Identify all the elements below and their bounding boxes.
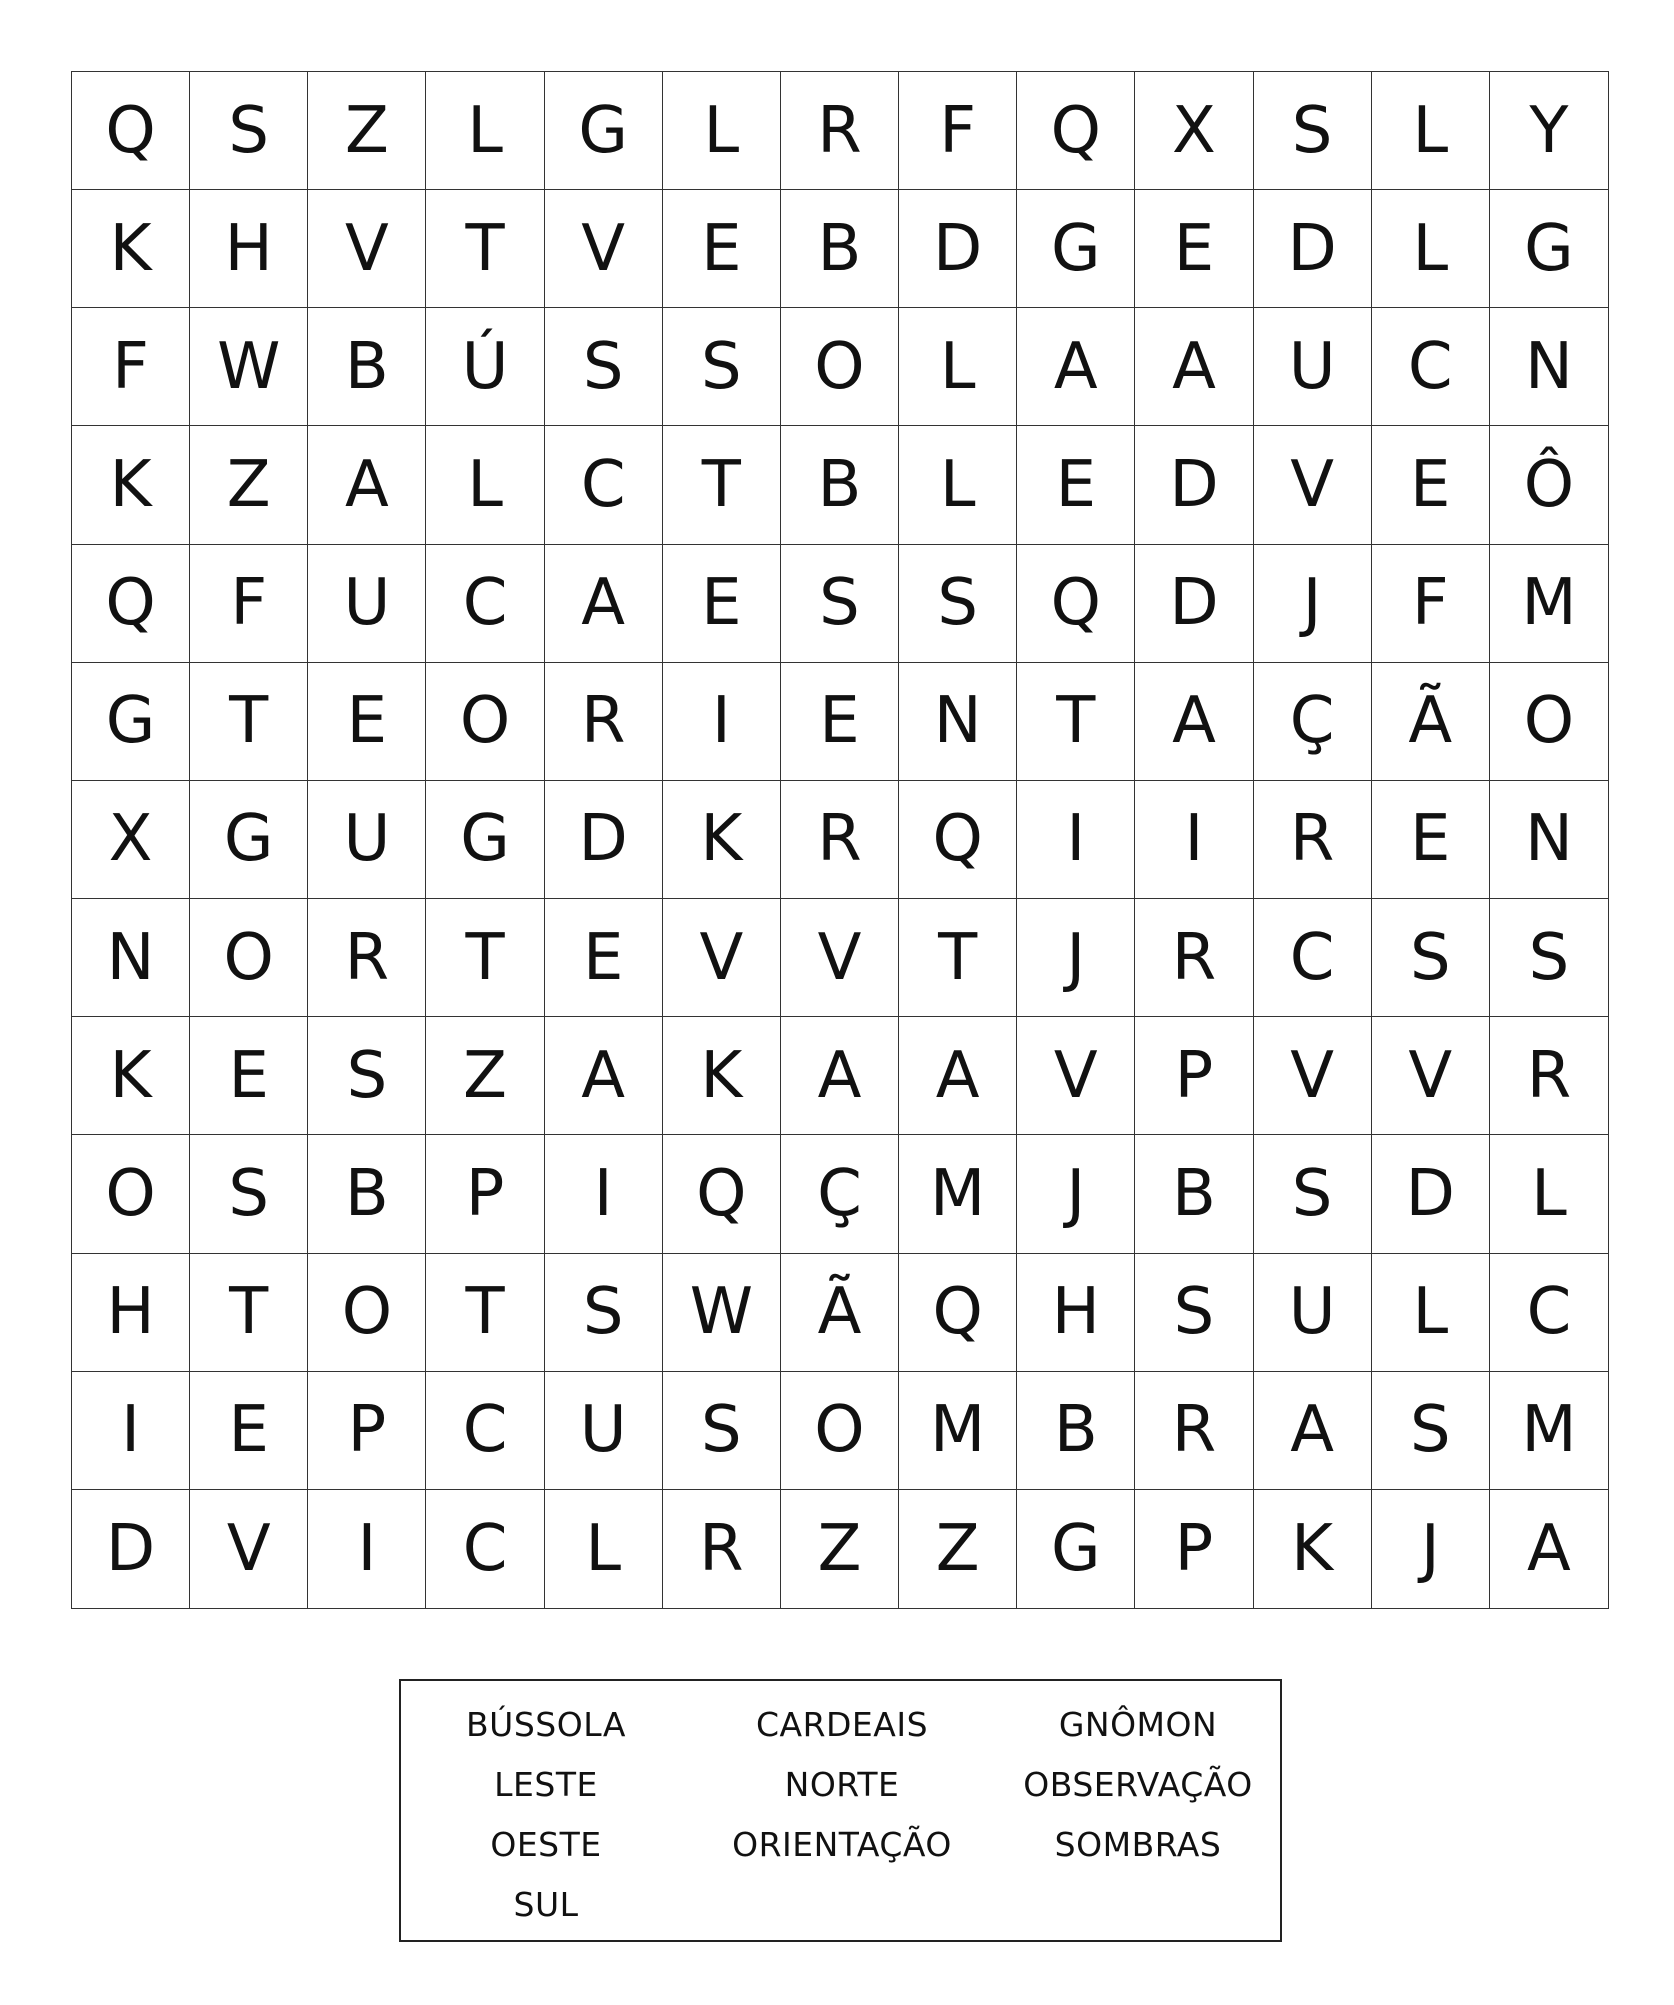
grid-cell[interactable]: S	[1372, 899, 1490, 1017]
grid-cell[interactable]: Ã	[1372, 663, 1490, 781]
grid-cell[interactable]: A	[781, 1017, 899, 1135]
grid-cell[interactable]: S	[663, 308, 781, 426]
grid-cell[interactable]: T	[1017, 663, 1135, 781]
grid-cell[interactable]: O	[1490, 663, 1608, 781]
grid-cell[interactable]: Q	[1017, 72, 1135, 190]
grid-cell[interactable]: B	[781, 426, 899, 544]
grid-cell[interactable]: L	[426, 72, 544, 190]
grid-cell[interactable]: L	[1372, 72, 1490, 190]
grid-cell[interactable]: S	[1490, 899, 1608, 1017]
grid-cell[interactable]: E	[308, 663, 426, 781]
grid-cell[interactable]: S	[190, 72, 308, 190]
grid-cell[interactable]: I	[1017, 781, 1135, 899]
word-list-column-2	[697, 1695, 987, 1875]
grid-cell[interactable]: G	[72, 663, 190, 781]
grid-cell[interactable]: M	[1490, 1372, 1608, 1490]
grid-cell[interactable]: W	[190, 308, 308, 426]
grid-cell[interactable]: A	[1254, 1372, 1372, 1490]
grid-cell[interactable]: O	[781, 308, 899, 426]
grid-cell[interactable]: V	[545, 190, 663, 308]
grid-cell[interactable]: K	[72, 190, 190, 308]
grid-cell[interactable]: R	[1254, 781, 1372, 899]
grid-cell[interactable]: Y	[1490, 72, 1608, 190]
grid-cell[interactable]: R	[663, 1490, 781, 1608]
grid-cell[interactable]: E	[663, 545, 781, 663]
grid-cell[interactable]: K	[1254, 1490, 1372, 1608]
grid-cell[interactable]: K	[663, 1017, 781, 1135]
grid-cell[interactable]: Z	[899, 1490, 1017, 1608]
grid-cell[interactable]: O	[781, 1372, 899, 1490]
grid-cell[interactable]: N	[72, 899, 190, 1017]
grid-cell[interactable]: U	[308, 545, 426, 663]
grid-cell[interactable]: S	[781, 545, 899, 663]
grid-cell[interactable]: L	[426, 426, 544, 544]
grid-cell[interactable]: N	[899, 663, 1017, 781]
grid-cell[interactable]: R	[545, 663, 663, 781]
grid-cell[interactable]: A	[308, 426, 426, 544]
grid-cell[interactable]: H	[1017, 1254, 1135, 1372]
grid-cell[interactable]: R	[308, 899, 426, 1017]
word-item: NORTE	[784, 1765, 900, 1804]
grid-cell[interactable]: H	[72, 1254, 190, 1372]
grid-cell[interactable]: I	[663, 663, 781, 781]
grid-cell[interactable]: O	[308, 1254, 426, 1372]
grid-cell[interactable]: X	[1135, 72, 1253, 190]
grid-cell[interactable]: R	[1490, 1017, 1608, 1135]
grid-cell[interactable]: T	[426, 1254, 544, 1372]
grid-cell[interactable]: R	[781, 72, 899, 190]
grid-cell[interactable]: H	[190, 190, 308, 308]
grid-cell[interactable]: Ô	[1490, 426, 1608, 544]
grid-cell[interactable]: S	[1135, 1254, 1253, 1372]
grid-cell[interactable]: L	[545, 1490, 663, 1608]
grid-cell[interactable]: K	[72, 1017, 190, 1135]
grid-cell[interactable]: V	[1017, 1017, 1135, 1135]
grid-cell[interactable]: J	[1254, 545, 1372, 663]
grid-cell[interactable]: G	[190, 781, 308, 899]
grid-cell[interactable]: D	[899, 190, 1017, 308]
grid-cell[interactable]: A	[1135, 663, 1253, 781]
word-item: ORIENTAÇÃO	[732, 1825, 952, 1864]
grid-cell[interactable]: D	[1254, 190, 1372, 308]
grid-cell[interactable]: Z	[308, 72, 426, 190]
grid-cell[interactable]: S	[1254, 1135, 1372, 1253]
grid-cell[interactable]: K	[663, 781, 781, 899]
word-item: SUL	[513, 1885, 579, 1924]
grid-cell[interactable]: F	[899, 72, 1017, 190]
grid-cell[interactable]: D	[72, 1490, 190, 1608]
grid-cell[interactable]: T	[190, 663, 308, 781]
grid-cell[interactable]: C	[1254, 899, 1372, 1017]
grid-cell[interactable]: V	[663, 899, 781, 1017]
grid-cell[interactable]: P	[1135, 1017, 1253, 1135]
grid-cell[interactable]: F	[72, 308, 190, 426]
grid-cell[interactable]: T	[426, 190, 544, 308]
grid-cell[interactable]: U	[1254, 1254, 1372, 1372]
grid-cell[interactable]: T	[426, 899, 544, 1017]
grid-cell[interactable]: L	[663, 72, 781, 190]
grid-cell[interactable]: Z	[190, 426, 308, 544]
letter-grid	[71, 71, 1609, 1609]
grid-cell[interactable]: J	[1017, 899, 1135, 1017]
grid-cell[interactable]: J	[1017, 1135, 1135, 1253]
grid-cell[interactable]: C	[426, 1490, 544, 1608]
grid-cell[interactable]: A	[1135, 308, 1253, 426]
grid-cell[interactable]: K	[72, 426, 190, 544]
grid-cell[interactable]: P	[308, 1372, 426, 1490]
grid-cell[interactable]: D	[1372, 1135, 1490, 1253]
grid-cell[interactable]: P	[1135, 1490, 1253, 1608]
word-item: LESTE	[494, 1765, 598, 1804]
grid-cell[interactable]: E	[1372, 426, 1490, 544]
grid-cell[interactable]: L	[1490, 1135, 1608, 1253]
grid-cell[interactable]: V	[190, 1490, 308, 1608]
grid-cell[interactable]: E	[545, 899, 663, 1017]
word-item: OBSERVAÇÃO	[1023, 1765, 1253, 1804]
grid-cell[interactable]: A	[545, 545, 663, 663]
word-item: CARDEAIS	[755, 1705, 929, 1744]
word-list-column-1	[401, 1695, 691, 1935]
word-list-column-3	[993, 1695, 1283, 1875]
word-list-box	[399, 1679, 1282, 1942]
grid-cell[interactable]: C	[1490, 1254, 1608, 1372]
grid-cell[interactable]: Q	[899, 781, 1017, 899]
grid-cell[interactable]: T	[663, 426, 781, 544]
grid-cell[interactable]: L	[1372, 190, 1490, 308]
grid-cell[interactable]: G	[426, 781, 544, 899]
grid-cell[interactable]: S	[545, 308, 663, 426]
grid-cell[interactable]: N	[1490, 781, 1608, 899]
grid-cell[interactable]: S	[663, 1372, 781, 1490]
grid-cell[interactable]: F	[1372, 545, 1490, 663]
grid-cell[interactable]: D	[1135, 545, 1253, 663]
grid-cell[interactable]: Q	[899, 1254, 1017, 1372]
grid-cell[interactable]: I	[545, 1135, 663, 1253]
grid-cell[interactable]: C	[545, 426, 663, 544]
word-item: BÚSSOLA	[466, 1705, 626, 1744]
grid-cell[interactable]: O	[72, 1135, 190, 1253]
word-item: GNÔMON	[1058, 1705, 1218, 1744]
grid-cell[interactable]: R	[781, 781, 899, 899]
grid-cell[interactable]: S	[1254, 72, 1372, 190]
grid-cell[interactable]: G	[1017, 190, 1135, 308]
grid-cell[interactable]: M	[1490, 545, 1608, 663]
grid-cell[interactable]: Ú	[426, 308, 544, 426]
grid-cell[interactable]: Z	[781, 1490, 899, 1608]
grid-cell[interactable]: N	[1490, 308, 1608, 426]
grid-cell[interactable]: G	[1017, 1490, 1135, 1608]
grid-cell[interactable]: E	[781, 663, 899, 781]
grid-cell[interactable]: R	[1135, 1372, 1253, 1490]
word-item: OESTE	[490, 1825, 602, 1864]
grid-cell[interactable]: Z	[426, 1017, 544, 1135]
grid-cell[interactable]: D	[1135, 426, 1253, 544]
grid-cell[interactable]: E	[1017, 426, 1135, 544]
grid-cell[interactable]: A	[1527, 1511, 1571, 1586]
grid-cell[interactable]: I	[308, 1490, 426, 1608]
grid-cell[interactable]: V	[1254, 426, 1372, 544]
grid-cell[interactable]: S	[1372, 1372, 1490, 1490]
grid-cell[interactable]: V	[1372, 1017, 1490, 1135]
grid-cell[interactable]: Ç	[1254, 663, 1372, 781]
grid-cell[interactable]: Ç	[781, 1135, 899, 1253]
grid-cell[interactable]: S	[545, 1254, 663, 1372]
grid-cell[interactable]: M	[899, 1372, 1017, 1490]
grid-cell[interactable]: A	[545, 1017, 663, 1135]
grid-cell[interactable]: E	[1372, 781, 1490, 899]
grid-cell[interactable]: B	[1135, 1135, 1253, 1253]
grid-cell[interactable]: G	[545, 72, 663, 190]
grid-cell[interactable]: E	[190, 1017, 308, 1135]
grid-cell[interactable]: Q	[1017, 545, 1135, 663]
grid-cell[interactable]: L	[899, 426, 1017, 544]
grid-cell[interactable]: A	[899, 1017, 1017, 1135]
grid-cell[interactable]: L	[1372, 1254, 1490, 1372]
grid-cell[interactable]: I	[1135, 781, 1253, 899]
grid-cell[interactable]: Ã	[781, 1254, 899, 1372]
grid-cell[interactable]: B	[1017, 1372, 1135, 1490]
grid-cell[interactable]: Q	[72, 545, 190, 663]
grid-cell[interactable]: A	[1017, 308, 1135, 426]
grid-cell[interactable]: E	[1135, 190, 1253, 308]
grid-cell[interactable]: O	[190, 899, 308, 1017]
grid-cell[interactable]: Q	[663, 1135, 781, 1253]
grid-cell[interactable]: J	[1372, 1490, 1490, 1608]
grid-cell[interactable]: Q	[72, 72, 190, 190]
grid-cell[interactable]: T	[190, 1254, 308, 1372]
grid-cell[interactable]: U	[1254, 308, 1372, 426]
grid-cell[interactable]: C	[1372, 308, 1490, 426]
grid-cell[interactable]: I	[72, 1372, 190, 1490]
grid-cell[interactable]: M	[899, 1135, 1017, 1253]
grid-cell[interactable]: V	[1254, 1017, 1372, 1135]
grid-cell[interactable]: O	[426, 663, 544, 781]
grid-cell[interactable]: G	[1490, 190, 1608, 308]
grid-cell[interactable]: C	[426, 545, 544, 663]
grid-cell[interactable]: B	[781, 190, 899, 308]
grid-cell[interactable]: X	[72, 781, 190, 899]
grid-cell[interactable]: V	[308, 190, 426, 308]
grid-cell[interactable]: S	[190, 1135, 308, 1253]
grid-cell[interactable]: U	[308, 781, 426, 899]
grid-cell[interactable]: S	[308, 1017, 426, 1135]
grid-cell[interactable]: F	[190, 545, 308, 663]
grid-cell[interactable]: U	[545, 1372, 663, 1490]
grid-cell[interactable]: S	[899, 545, 1017, 663]
grid-cell[interactable]: B	[308, 1135, 426, 1253]
grid-cell[interactable]: B	[308, 308, 426, 426]
grid-cell[interactable]: E	[190, 1372, 308, 1490]
word-item: SOMBRAS	[1054, 1825, 1222, 1864]
grid-cell[interactable]: P	[426, 1135, 544, 1253]
grid-cell[interactable]: C	[426, 1372, 544, 1490]
grid-cell[interactable]: L	[899, 308, 1017, 426]
grid-cell[interactable]: D	[545, 781, 663, 899]
grid-cell[interactable]: E	[663, 190, 781, 308]
grid-cell[interactable]: R	[1135, 899, 1253, 1017]
grid-cell[interactable]: V	[781, 899, 899, 1017]
grid-cell[interactable]: T	[899, 899, 1017, 1017]
grid-cell[interactable]: W	[663, 1254, 781, 1372]
